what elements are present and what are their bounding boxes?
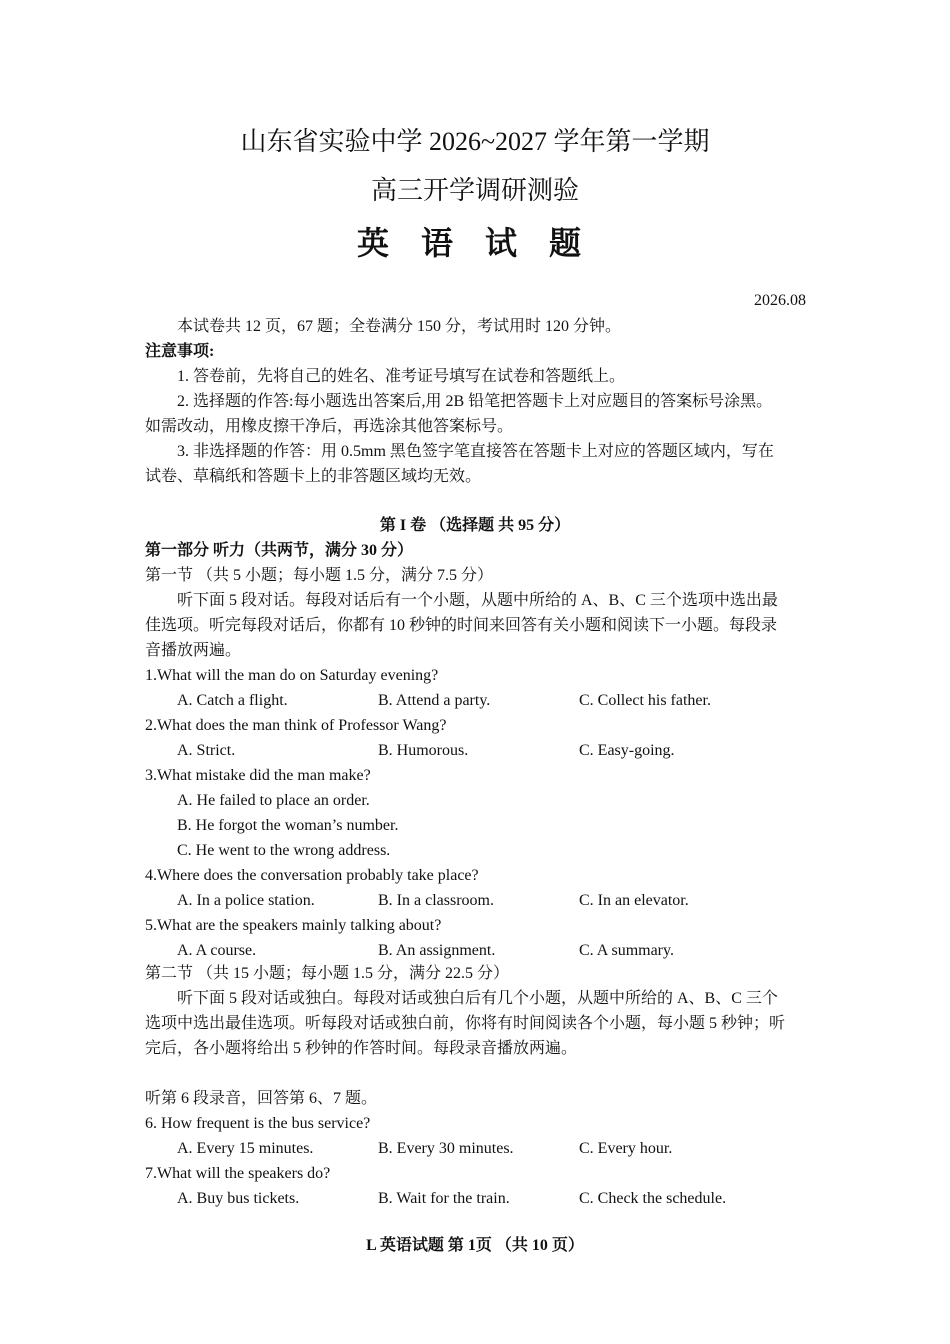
- section1-instructions-line-3: 音播放两遍。: [145, 642, 242, 659]
- question-2-option-a: A. Strict.: [177, 742, 236, 759]
- note-1: 1. 答卷前，先将自己的姓名、准考证号填写在试卷和答题纸上。: [177, 368, 626, 385]
- note-2-line-2: 如需改动，用橡皮擦干净后，再选涂其他答案标号。: [145, 418, 514, 435]
- question-5-option-a: A. A course.: [177, 942, 257, 959]
- exam-title-subject: 英 语 试 题: [356, 225, 593, 261]
- question-1-option-a: A. Catch a flight.: [177, 692, 288, 709]
- question-7-stem: 7.What will the speakers do?: [145, 1165, 331, 1182]
- question-5-option-b: B. An assignment.: [378, 942, 496, 959]
- question-4-option-b: B. In a classroom.: [378, 892, 494, 909]
- question-3-stem: 3.What mistake did the man make?: [145, 767, 371, 784]
- question-6-stem: 6. How frequent is the bus service?: [145, 1115, 371, 1132]
- question-4-option-a: A. In a police station.: [177, 892, 315, 909]
- exam-title-test: 高三开学调研测验: [370, 176, 579, 205]
- note-2-line-1: 2. 选择题的作答:每小题选出答案后,用 2B 铅笔把答题卡上对应题目的答案标号涂黑。: [177, 393, 773, 410]
- question-7-option-c: C. Check the schedule.: [579, 1190, 727, 1207]
- exam-summary: 本试卷共 12 页，67 题；全卷满分 150 分，考试用时 120 分钟。: [177, 318, 622, 335]
- question-6-option-b: B. Every 30 minutes.: [378, 1140, 514, 1157]
- exam-date: 2026.08: [754, 292, 806, 309]
- part1-heading: 第一部分 听力（共两节，满分 30 分）: [145, 542, 414, 559]
- question-5-option-c: C. A summary.: [579, 942, 674, 959]
- question-4-stem: 4.Where does the conversation probably take place?: [145, 867, 479, 884]
- note-3-line-2: 试卷、草稿纸和答题卡上的非答题区域均无效。: [145, 468, 482, 485]
- question-1-option-c: C. Collect his father.: [579, 692, 711, 709]
- question-2-stem: 2.What does the man think of Professor Wang?: [145, 717, 447, 734]
- question-3-option-b: B. He forgot the woman’s number.: [177, 817, 399, 834]
- section2-heading: 第二节 （共 15 小题；每小题 1.5 分，满分 22.5 分）: [145, 965, 510, 982]
- section2-instructions-line-1: 听下面 5 段对话或独白。每段对话或独白后有几个小题，从题中所给的 A、B、C 三个: [177, 990, 778, 1007]
- section1-heading: 第一节 （共 5 小题；每小题 1.5 分，满分 7.5 分）: [145, 567, 494, 584]
- note-3-line-1: 3. 非选择题的作答：用 0.5mm 黑色签字笔直接答在答题卡上对应的答题区域内，写在: [177, 443, 774, 460]
- passage-6-heading: 听第 6 段录音，回答第 6、7 题。: [145, 1090, 378, 1107]
- question-6-option-c: C. Every hour.: [579, 1140, 673, 1157]
- question-1-option-b: B. Attend a party.: [378, 692, 491, 709]
- question-6-option-a: A. Every 15 minutes.: [177, 1140, 314, 1157]
- exam-title-school: 山东省实验中学 2026~2027 学年第一学期: [240, 127, 710, 156]
- volume-heading: 第 I 卷 （选择题 共 95 分）: [379, 517, 571, 534]
- section2-instructions-line-2: 选项中选出最佳选项。听每段对话或独白前，你将有时间阅读各个小题，每小题 5 秒钟；听: [145, 1015, 786, 1032]
- question-7-option-b: B. Wait for the train.: [378, 1190, 510, 1207]
- section1-instructions-line-1: 听下面 5 段对话。每段对话后有一个小题，从题中所给的 A、B、C 三个选项中选出最: [177, 592, 778, 609]
- section2-instructions-line-3: 完后，各小题将给出 5 秒钟的作答时间。每段录音播放两遍。: [145, 1040, 578, 1057]
- notes-heading: 注意事项:: [145, 343, 215, 360]
- question-3-option-a: A. He failed to place an order.: [177, 792, 370, 809]
- question-7-option-a: A. Buy bus tickets.: [177, 1190, 300, 1207]
- question-1-stem: 1.What will the man do on Saturday evening?: [145, 667, 439, 684]
- page-footer: L 英语试题 第 1页 （共 10 页）: [366, 1237, 584, 1254]
- question-2-option-b: B. Humorous.: [378, 742, 469, 759]
- question-5-stem: 5.What are the speakers mainly talking about?: [145, 917, 442, 934]
- section1-instructions-line-2: 佳选项。听完每段对话后，你都有 10 秒钟的时间来回答有关小题和阅读下一小题。每段录: [145, 617, 778, 634]
- question-2-option-c: C. Easy-going.: [579, 742, 675, 759]
- question-4-option-c: C. In an elevator.: [579, 892, 689, 909]
- question-3-option-c: C. He went to the wrong address.: [177, 842, 391, 859]
